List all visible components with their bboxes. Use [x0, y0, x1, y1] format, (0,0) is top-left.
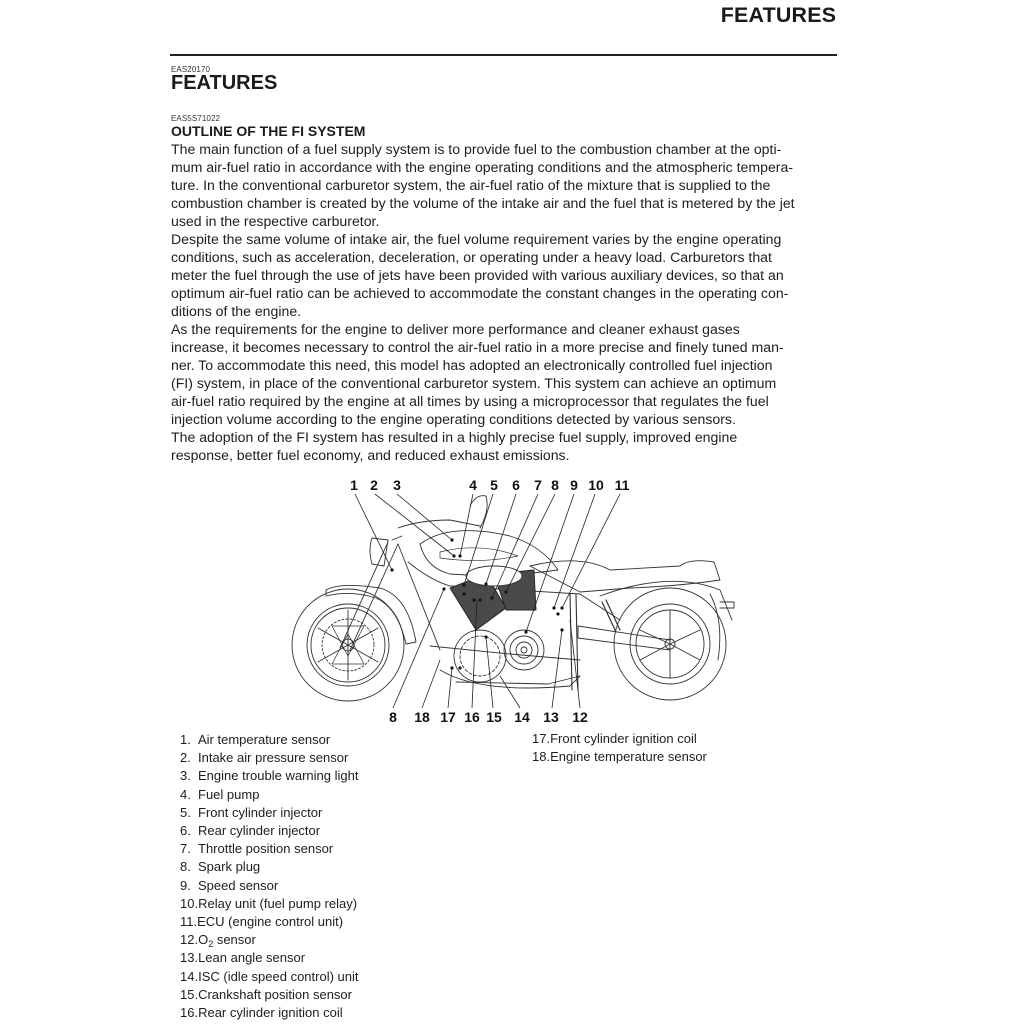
callout-7: 7 [534, 477, 542, 493]
seat [530, 561, 720, 592]
text-line: Despite the same volume of intake air, the fuel volume requirement varies by the engine operating [171, 231, 782, 247]
callout-9: 9 [570, 477, 578, 493]
callout-11: 11 [614, 477, 630, 493]
leader-line-13 [552, 630, 562, 708]
subsection-title: OUTLINE OF THE FI SYSTEM [171, 123, 366, 139]
text-line: used in the respective carburetor. [171, 213, 380, 229]
text-line: meter the fuel through the use of jets have been provided with various auxiliary devices, so that an [171, 267, 784, 283]
callout-3: 3 [393, 477, 401, 493]
section-title: FEATURES [171, 72, 278, 94]
fi-system-diagram [280, 470, 740, 730]
callout-8-bottom: 8 [389, 709, 397, 725]
text-line: The adoption of the FI system has resulted in a highly precise fuel supply, improved engine [171, 429, 738, 445]
text-line: As the requirements for the engine to deliver more performance and cleaner exhaust gases [171, 321, 740, 337]
text-line: response, better fuel economy, and reduced exhaust emissions. [171, 447, 570, 463]
leader-line-17 [448, 668, 452, 708]
motorcycle-illustration [280, 470, 740, 730]
section-code: EAS20170 [171, 65, 211, 74]
leader-line-15 [486, 637, 493, 708]
callout-2: 2 [370, 477, 378, 493]
text-line: The main function of a fuel supply system is to provide fuel to the combustion chamber at the opti- [171, 141, 782, 157]
legend-item: 8. Spark plug [180, 859, 261, 875]
bottom-callouts [389, 709, 588, 725]
text-line: conditions, such as acceleration, deceleration, or operating under a heavy load. Carburetors that [171, 249, 772, 265]
legend-item: 16.Rear cylinder ignition coil [180, 1005, 343, 1021]
legend-item: 1. Air temperature sensor [180, 732, 331, 747]
callout-16: 16 [464, 709, 480, 725]
text-line: combustion chamber is created by the volume of the intake air and the fuel that is metered by the jet [171, 195, 795, 211]
text-line: ture. In the conventional carburetor system, the air-fuel ratio of the mixture that is supplied to the [171, 177, 771, 193]
legend-item: 11.ECU (engine control unit) [180, 914, 344, 930]
leader-line-18 [422, 660, 440, 708]
leader-line-1 [355, 494, 392, 570]
paragraph-3 [171, 320, 839, 428]
leader-line-4 [460, 494, 473, 556]
callout-8-top: 8 [551, 477, 559, 493]
leader-line-8-bottom [393, 589, 444, 708]
callout-17: 17 [440, 709, 456, 725]
text-line: air-fuel ratio required by the engine at all times by using a microprocessor that regulates the fuel [171, 393, 769, 409]
legend-item: 5. Front cylinder injector [180, 804, 323, 820]
legend-item: 13.Lean angle sensor [180, 950, 306, 966]
paragraph-1 [171, 140, 839, 230]
header-rule [170, 54, 837, 56]
legend-item: 18.Engine temperature sensor [532, 749, 707, 765]
exhaust [440, 670, 580, 688]
callout-5: 5 [490, 477, 498, 493]
top-callouts [350, 477, 630, 493]
legend-item: 3. Engine trouble warning light [180, 768, 359, 784]
legend-item: 15.Crankshaft position sensor [180, 986, 352, 1002]
text-line: ditions of the engine. [171, 303, 302, 319]
legend-item: 6. Rear cylinder injector [180, 823, 321, 839]
callout-1: 1 [350, 477, 358, 493]
leader-line-9 [526, 494, 574, 632]
callout-14: 14 [514, 709, 530, 725]
callout-12: 12 [572, 709, 588, 725]
text-line: mum air-fuel ratio in accordance with the engine operating conditions and the atmospheric tempera- [171, 159, 794, 175]
handlebar-mirror [398, 496, 487, 528]
text-line: optimum air-fuel ratio can be achieved to accommodate the constant changes in the operating con- [171, 285, 789, 301]
leader-line-14 [500, 676, 520, 708]
legend-item: 4. Fuel pump [180, 786, 260, 802]
legend-item: $12.O_2$ sensor [180, 932, 256, 950]
callout-6: 6 [512, 477, 520, 493]
legend-column-2 [532, 730, 707, 766]
running-head: FEATURES [720, 4, 836, 27]
callout-15: 15 [486, 709, 502, 725]
legend-item: 17.Front cylinder ignition coil [532, 731, 697, 746]
legend-item: 9. Speed sensor [180, 877, 279, 893]
text-line: injection volume according to the engine operating conditions detected by various sensors. [171, 411, 736, 427]
legend-item: 10.Relay unit (fuel pump relay) [180, 895, 358, 911]
legend-column-1 [180, 731, 359, 1022]
rear-shock [602, 600, 620, 632]
text-line: increase, it becomes necessary to control the air-fuel ratio in a more precise and finely tuned man- [171, 339, 784, 355]
text-line: ner. To accommodate this need, this model has adopted an electronically controlled fuel injection [171, 357, 773, 373]
motorcycle-drawing [292, 496, 734, 701]
legend-item: 2. Intake air pressure sensor [180, 750, 349, 766]
legend-item: 7. Throttle position sensor [180, 841, 334, 857]
subsection-code: EAS5S71022 [171, 114, 221, 123]
rear-fender [600, 581, 732, 660]
paragraph-2 [171, 230, 839, 320]
body-text [171, 140, 839, 464]
engine [450, 566, 580, 684]
legend-item: 14.ISC (idle speed control) unit [180, 968, 359, 984]
text-line: (FI) system, in place of the conventional carburetor system. This system can achieve an optimum [171, 375, 777, 391]
callout-13: 13 [543, 709, 559, 725]
rear-wheel [614, 588, 726, 700]
callout-10: 10 [588, 477, 604, 493]
callout-4: 4 [469, 477, 477, 493]
paragraph-4 [171, 428, 839, 464]
callout-18: 18 [414, 709, 430, 725]
